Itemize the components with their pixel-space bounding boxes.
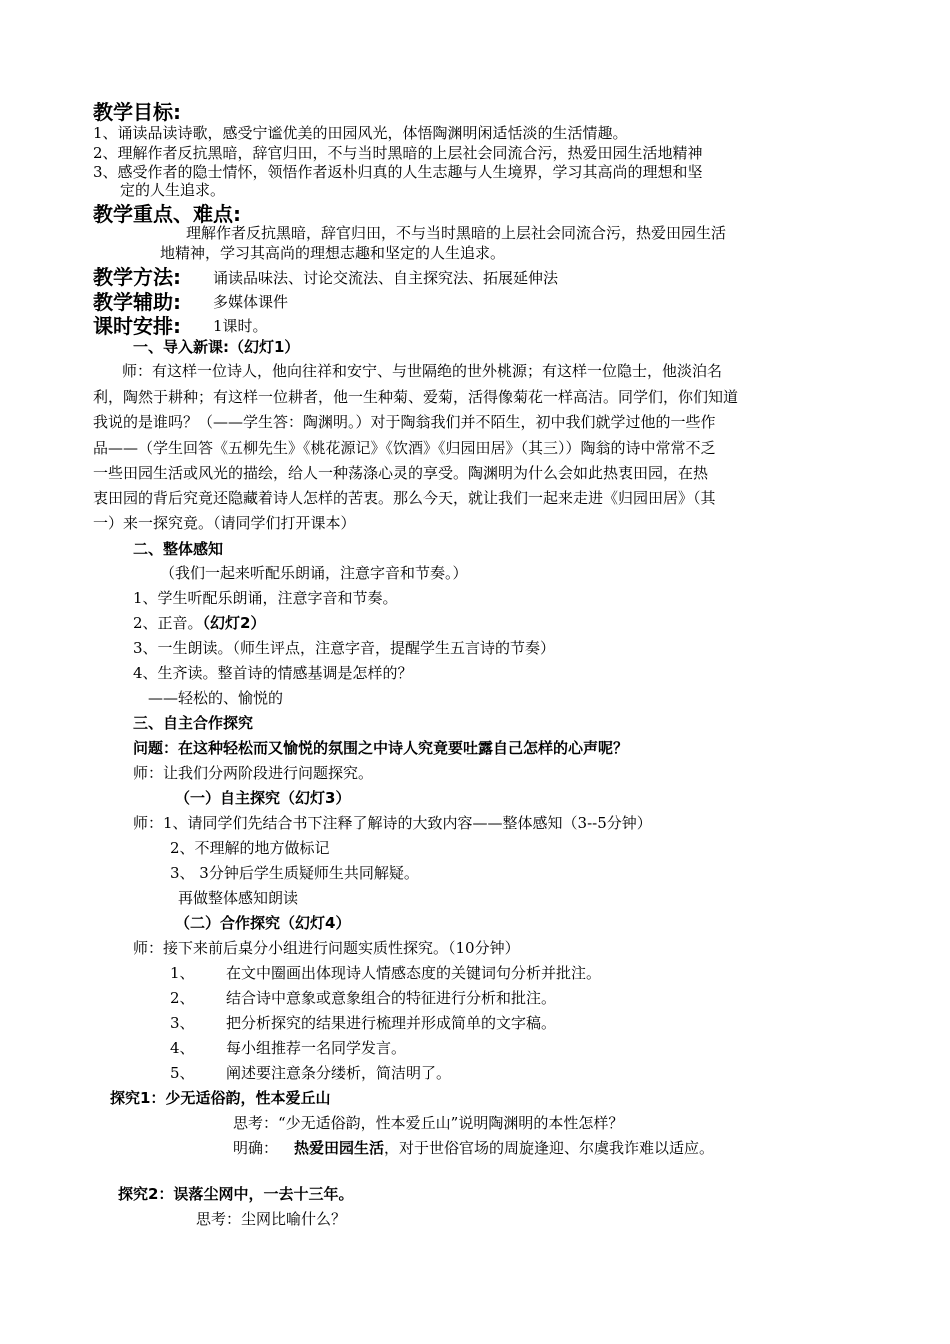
aids-text: 多媒体课件 xyxy=(213,293,289,311)
section1-line: 品——（学生回答《五柳先生》《桃花源记》《饮酒》《归园田居》（其三））陶翁的诗中常常不乏 xyxy=(93,439,716,457)
schedule-text: 1课时。 xyxy=(213,317,268,335)
part2-item-number: 5、 xyxy=(170,1064,195,1082)
key-points-heading: 教学重点、难点: xyxy=(93,202,241,226)
part2-item-text: 阐述要注意条分缕析，简洁明了。 xyxy=(226,1064,452,1082)
slide-tag: （幻灯2） xyxy=(202,614,266,632)
part2-item-number: 2、 xyxy=(170,989,195,1007)
inquiry1-heading: 探究1：少无适俗韵，性本爱丘山 xyxy=(110,1089,331,1107)
part1-item: 师：1、请同学们先结合书下注释了解诗的大致内容——整体感知（3--5分钟） xyxy=(133,814,652,832)
section1-line: 一些田园生活或风光的描绘，给人一种荡涤心灵的享受。陶渊明为什么会如此热衷田园，在热 xyxy=(93,464,709,482)
section2-item-text: 2、正音。 xyxy=(133,614,203,632)
part2-item-number: 1、 xyxy=(170,964,195,982)
section1-line: 一）来一探究竟。（请同学们打开课本） xyxy=(93,514,356,532)
part1-heading: （一）自主探究（幻灯3） xyxy=(175,789,351,807)
aids-heading: 教学辅助: xyxy=(93,290,181,314)
part2-item-text: 在文中圈画出体现诗人情感态度的关键词句分析并批注。 xyxy=(226,964,602,982)
section2-answer: ——轻松的、愉悦的 xyxy=(148,689,284,707)
method-text: 诵读品味法、讨论交流法、自主探究法、拓展延伸法 xyxy=(213,269,559,287)
clarify-text: ，对于世俗官场的周旋逢迎、尔虞我诈难以适应。 xyxy=(384,1139,715,1157)
part2-heading: （二）合作探究（幻灯4） xyxy=(175,914,351,932)
part1-item: 再做整体感知朗读 xyxy=(178,889,299,907)
clarify-emphasis: 热爱田园生活 xyxy=(294,1139,385,1157)
section2-heading: 二、整体感知 xyxy=(133,540,224,558)
section2-item xyxy=(133,614,265,633)
section2-item: 1、学生听配乐朗诵，注意字音和节奏。 xyxy=(133,589,398,607)
objective-item: 2、理解作者反抗黑暗，辞官归田，不与当时黑暗的上层社会同流合污，热爱田园生活地精神 xyxy=(93,144,703,162)
section2-intro: （我们一起来听配乐朗诵，注意字音和节奏。） xyxy=(160,564,468,582)
section3-question: 问题：在这种轻松而又愉悦的氛围之中诗人究竟要吐露自己怎样的心声呢？ xyxy=(133,739,629,757)
section3-teacher-line: 师：让我们分两阶段进行问题探究。 xyxy=(133,764,374,782)
part2-item-number: 4、 xyxy=(170,1039,195,1057)
inquiry1-clarify xyxy=(233,1139,714,1158)
part1-item: 3、 3分钟后学生质疑师生共同解疑。 xyxy=(170,864,419,882)
clarify-label: 明确： xyxy=(233,1139,279,1157)
objective-item: 1、诵读品读诗歌，感受宁谧优美的田园风光，体悟陶渊明闲适恬淡的生活情趣。 xyxy=(93,124,628,142)
schedule-heading: 课时安排: xyxy=(93,314,181,338)
inquiry1-think: 思考：“少无适俗韵，性本爱丘山”说明陶渊明的本性怎样？ xyxy=(233,1114,624,1132)
section3-heading: 三、自主合作探究 xyxy=(133,714,254,732)
objective-item-continued: 定的人生追求。 xyxy=(120,181,226,199)
part2-item-text: 结合诗中意象或意象组合的特征进行分析和批注。 xyxy=(226,989,557,1007)
objectives-heading: 教学目标: xyxy=(93,100,181,124)
key-points-line: 地精神，学习其高尚的理想志趣和坚定的人生追求。 xyxy=(160,244,506,262)
objective-item: 3、感受作者的隐士情怀，领悟作者返朴归真的人生志趣与人生境界，学习其高尚的理想和坚 xyxy=(93,163,703,181)
inquiry2-heading: 探究2：误落尘网中，一去十三年。 xyxy=(118,1185,354,1203)
section2-item: 3、一生朗读。（师生评点，注意字音，提醒学生五言诗的节奏） xyxy=(133,639,556,657)
section1-heading: 一、导入新课:（幻灯1） xyxy=(133,338,300,356)
part2-item-text: 每小组推荐一名同学发言。 xyxy=(226,1039,407,1057)
section1-line: 衷田园的背后究竟还隐藏着诗人怎样的苦衷。那么今天，就让我们一起来走进《归园田居》（其 xyxy=(93,489,716,507)
section1-line: 我说的是谁吗？（——学生答：陶渊明。）对于陶翁我们并不陌生，初中我们就学过他的一些作 xyxy=(93,413,716,431)
section2-item: 4、生齐读。整首诗的情感基调是怎样的？ xyxy=(133,664,413,682)
part2-item-number: 3、 xyxy=(170,1014,195,1032)
part1-item: 2、不理解的地方做标记 xyxy=(170,839,330,857)
key-points-line: 理解作者反抗黑暗，辞官归田，不与当时黑暗的上层社会同流合污，热爱田园生活 xyxy=(186,224,727,242)
section1-line: 师：有这样一位诗人，他向往祥和安宁、与世隔绝的世外桃源；有这样一位隐士，他淡泊名 xyxy=(122,362,723,380)
inquiry2-think: 思考：尘网比喻什么？ xyxy=(196,1210,347,1228)
part2-item-text: 把分析探究的结果进行梳理并形成简单的文字稿。 xyxy=(226,1014,557,1032)
part2-teacher-line: 师：接下来前后桌分小组进行问题实质性探究。（10分钟） xyxy=(133,939,520,957)
method-heading: 教学方法: xyxy=(93,265,181,289)
section1-line: 利，陶然于耕种；有这样一位耕者，他一生种菊、爱菊，活得像菊花一样高洁。同学们，你们知道 xyxy=(93,388,739,406)
